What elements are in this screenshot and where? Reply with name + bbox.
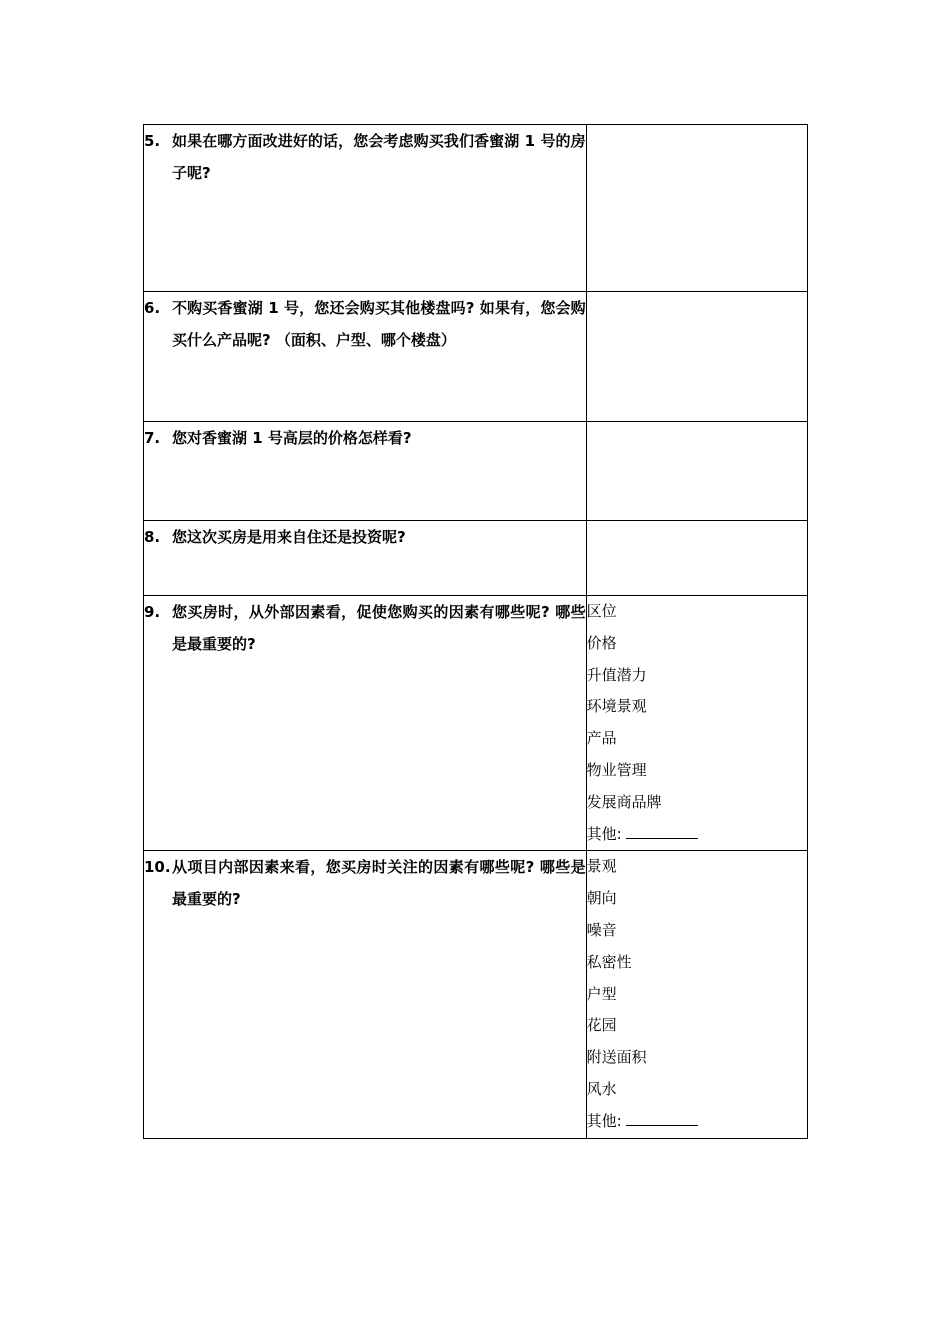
- option-other: [587, 819, 807, 851]
- question-row-8: [144, 521, 808, 596]
- options-cell: [586, 851, 807, 1138]
- option-item[interactable]: 噪音: [586, 920, 617, 939]
- question-cell: [144, 292, 587, 422]
- question-text: 您这次买房是用来自住还是投资呢?: [172, 528, 406, 546]
- option-other-label: 其他:: [586, 1111, 622, 1130]
- option-item[interactable]: 价格: [586, 633, 617, 652]
- question-number: 6.: [144, 299, 161, 317]
- option-item[interactable]: 花园: [586, 1016, 617, 1035]
- survey-table: [143, 124, 808, 1139]
- question-number: 5.: [144, 132, 161, 150]
- answer-cell[interactable]: [586, 422, 807, 521]
- option-other-label: 其他:: [586, 824, 622, 843]
- option-item[interactable]: 升值潜力: [586, 665, 647, 684]
- question-cell: [144, 521, 587, 596]
- option-item[interactable]: 附送面积: [586, 1048, 647, 1067]
- other-blank-field[interactable]: [626, 822, 698, 839]
- option-item[interactable]: 区位: [586, 602, 617, 620]
- option-other: [587, 1106, 807, 1138]
- question-number: 10.: [144, 858, 171, 877]
- question-number: 8.: [144, 528, 161, 546]
- question-number: 9.: [144, 603, 161, 621]
- question-cell: [144, 596, 587, 851]
- option-item[interactable]: 发展商品牌: [586, 792, 662, 811]
- option-item[interactable]: 物业管理: [586, 760, 647, 779]
- question-row-5: [144, 125, 808, 292]
- option-item[interactable]: 景观: [586, 857, 617, 876]
- question-cell: [144, 851, 587, 1138]
- answer-cell[interactable]: [586, 521, 807, 596]
- question-row-7: [144, 422, 808, 521]
- question-text: 从项目内部因素来看，您买房时关注的因素有哪些呢? 哪些是最重要的?: [172, 858, 586, 909]
- question-cell: [144, 125, 587, 292]
- question-text: 您买房时，从外部因素看，促使您购买的因素有哪些呢? 哪些是最重要的?: [172, 603, 586, 653]
- question-row-6: [144, 292, 808, 422]
- question-number: 7.: [144, 429, 161, 447]
- option-item[interactable]: 产品: [586, 729, 617, 748]
- option-item[interactable]: 朝向: [586, 889, 617, 908]
- other-blank-field[interactable]: [626, 1109, 698, 1126]
- question-row-9: [144, 596, 808, 851]
- question-text: 不购买香蜜湖 1 号，您还会购买其他楼盘吗? 如果有，您会购买什么产品呢? （面积、户型、哪个楼盘）: [172, 299, 586, 349]
- option-item[interactable]: 环境景观: [586, 697, 647, 716]
- question-text: 您对香蜜湖 1 号高层的价格怎样看?: [172, 429, 412, 447]
- options-cell: [586, 596, 807, 851]
- question-row-10: [144, 851, 808, 1138]
- answer-cell[interactable]: [586, 125, 807, 292]
- question-cell: [144, 422, 587, 521]
- answer-cell[interactable]: [586, 292, 807, 422]
- option-item[interactable]: 风水: [586, 1079, 617, 1098]
- option-item[interactable]: 户型: [586, 984, 617, 1003]
- question-text: 如果在哪方面改进好的话，您会考虑购买我们香蜜湖 1 号的房子呢?: [172, 132, 586, 182]
- option-item[interactable]: 私密性: [586, 952, 632, 971]
